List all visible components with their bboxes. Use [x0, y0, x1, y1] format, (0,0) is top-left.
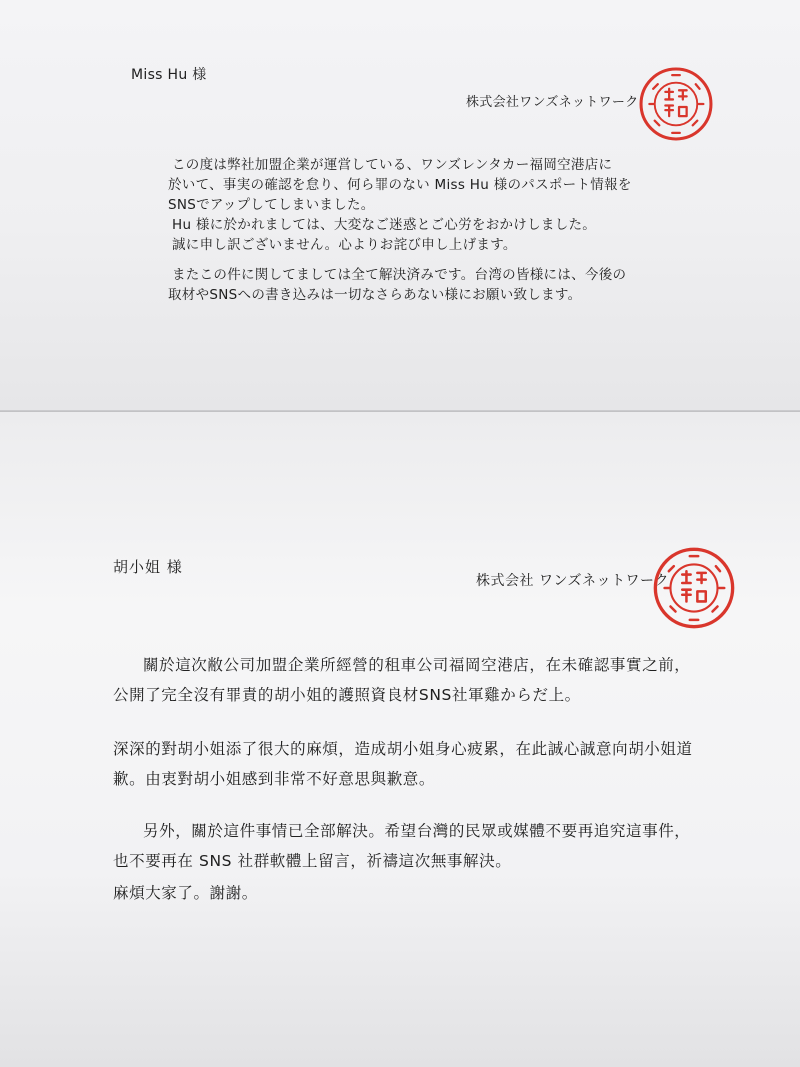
- top-company-seal: [638, 66, 714, 142]
- top-p2-line-1: Hu 様に於かれましては、大変なご迷惑とご心労をおかけしました。: [172, 217, 597, 233]
- top-p1-line-3: SNSでアップしてしまいました。: [168, 197, 375, 213]
- top-p1-line-2: 於いて、事実の確認を怠り、何ら罪のない Miss Hu 様のパスポート情報を: [168, 177, 632, 193]
- top-p2-line-2: 誠に申し訳ございません。心よりお詫び申し上げます。: [172, 237, 517, 253]
- top-company-name: 株式会社ワンズネットワーク: [466, 95, 639, 110]
- top-addressee: Miss Hu 様: [131, 67, 207, 83]
- bottom-company-seal: [652, 546, 736, 630]
- top-paragraph-1: [168, 155, 632, 215]
- bottom-paragraph-1: [113, 650, 690, 710]
- bottom-p4-line-1: 麻煩大家了。謝謝。: [113, 884, 258, 902]
- bottom-paragraph-3: [113, 816, 690, 876]
- top-p3-line-1: またこの件に関してましては全て解決済みです。台湾の皆様には、今後の: [172, 267, 627, 283]
- bottom-addressee: 胡小姐 様: [113, 558, 183, 576]
- bottom-company-name: 株式会社 ワンズネットワーク: [476, 573, 670, 589]
- top-p3-line-2: 取材やSNSへの書き込みは一切なさらあない様にお願い致します。: [168, 287, 582, 303]
- top-paragraph-2: [172, 215, 596, 255]
- bottom-p2-line-1: 深深的對胡小姐添了很大的麻煩，造成胡小姐身心疲累，在此誠心誠意向胡小姐道: [113, 740, 693, 758]
- bottom-paragraph-2: [113, 734, 693, 794]
- bottom-p1-line-1: 關於這次敝公司加盟企業所經營的租車公司福岡空港店，在未確認事實之前，: [143, 656, 691, 674]
- top-p1-line-1: この度は弊社加盟企業が運営している、ワンズレンタカー福岡空港店に: [172, 157, 613, 173]
- top-letter-sheet: [0, 0, 800, 412]
- top-paragraph-3: [168, 265, 627, 305]
- bottom-paragraph-4: [113, 878, 258, 908]
- bottom-p3-line-1: 另外，關於這件事情已全部解決。希望台灣的民眾或媒體不要再追究這事件，: [143, 822, 691, 840]
- bottom-p1-line-2: 公開了完全沒有罪責的胡小姐的護照資良材SNS社軍雞からだ上。: [113, 686, 581, 704]
- bottom-p3-line-2: 也不要再在 SNS 社群軟體上留言，祈禱這次無事解決。: [113, 852, 512, 870]
- bottom-p2-line-2: 歉。由衷對胡小姐感到非常不好意思與歉意。: [113, 770, 436, 788]
